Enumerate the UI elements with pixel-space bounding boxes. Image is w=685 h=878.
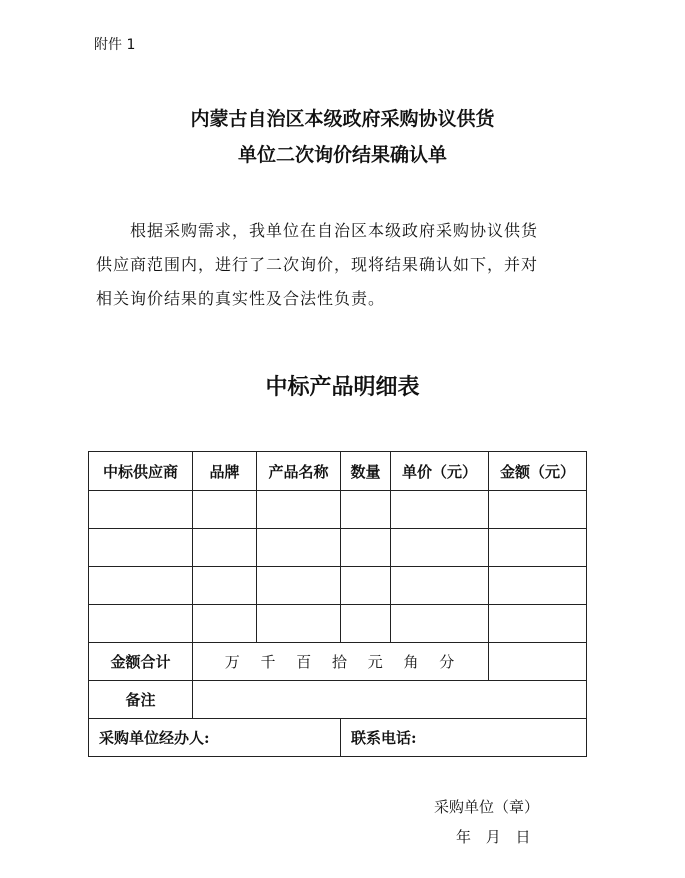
header-supplier: 中标供应商 xyxy=(89,452,193,491)
table-cell[interactable] xyxy=(341,605,391,643)
product-detail-table xyxy=(88,451,587,757)
paragraph-line: 相关询价结果的真实性及合法性负责。 xyxy=(96,289,386,308)
table-cell[interactable] xyxy=(391,567,489,605)
table-cell[interactable] xyxy=(391,529,489,567)
header-product-name: 产品名称 xyxy=(257,452,341,491)
table-cell[interactable] xyxy=(89,529,193,567)
total-row xyxy=(89,643,587,681)
table-cell[interactable] xyxy=(257,491,341,529)
table-cell[interactable] xyxy=(489,529,587,567)
table-cell[interactable] xyxy=(193,529,257,567)
table-cell[interactable] xyxy=(193,491,257,529)
table-cell[interactable] xyxy=(193,567,257,605)
table-cell[interactable] xyxy=(489,491,587,529)
table-row xyxy=(89,567,587,605)
header-quantity: 数量 xyxy=(341,452,391,491)
header-brand: 品牌 xyxy=(193,452,257,491)
table-cell[interactable] xyxy=(489,605,587,643)
table-cell[interactable] xyxy=(257,567,341,605)
table-cell[interactable] xyxy=(391,491,489,529)
table-title: 中标产品明细表 xyxy=(265,374,420,400)
table-cell[interactable] xyxy=(89,567,193,605)
remarks-label: 备注 xyxy=(89,681,193,719)
purchasing-unit-seal: 采购单位（章） xyxy=(434,798,540,816)
phone-field[interactable]: 联系电话: xyxy=(341,719,587,757)
contact-row xyxy=(89,719,587,757)
table-cell[interactable] xyxy=(89,605,193,643)
table-cell[interactable] xyxy=(341,491,391,529)
handler-field[interactable]: 采购单位经办人: xyxy=(89,719,341,757)
signature-date: 年 月 日 xyxy=(456,828,531,846)
attachment-label: 附件 1 xyxy=(94,37,136,53)
paragraph-line: 供应商范围内，进行了二次询价，现将结果确认如下，并对 xyxy=(96,255,539,274)
intro-paragraph xyxy=(96,214,596,316)
table-cell[interactable] xyxy=(341,567,391,605)
total-amount-units[interactable]: 万 千 百 拾 元 角 分 xyxy=(193,643,489,681)
table-cell[interactable] xyxy=(89,491,193,529)
remarks-field[interactable] xyxy=(193,681,587,719)
remarks-row xyxy=(89,681,587,719)
table-cell[interactable] xyxy=(193,605,257,643)
total-amount-cell[interactable] xyxy=(489,643,587,681)
document-title-line1: 内蒙古自治区本级政府采购协议供货 xyxy=(190,108,495,130)
table-cell[interactable] xyxy=(257,529,341,567)
table-row xyxy=(89,605,587,643)
table-cell[interactable] xyxy=(257,605,341,643)
table-cell[interactable] xyxy=(391,605,489,643)
paragraph-line: 根据采购需求，我单位在自治区本级政府采购协议供货 xyxy=(130,221,539,240)
table-header-row xyxy=(89,452,587,491)
table-row xyxy=(89,529,587,567)
header-unit-price: 单价（元） xyxy=(391,452,489,491)
table-cell[interactable] xyxy=(341,529,391,567)
table-row xyxy=(89,491,587,529)
header-amount: 金额（元） xyxy=(489,452,587,491)
total-label: 金额合计 xyxy=(89,643,193,681)
table-cell[interactable] xyxy=(489,567,587,605)
document-title-line2: 单位二次询价结果确认单 xyxy=(237,144,447,166)
